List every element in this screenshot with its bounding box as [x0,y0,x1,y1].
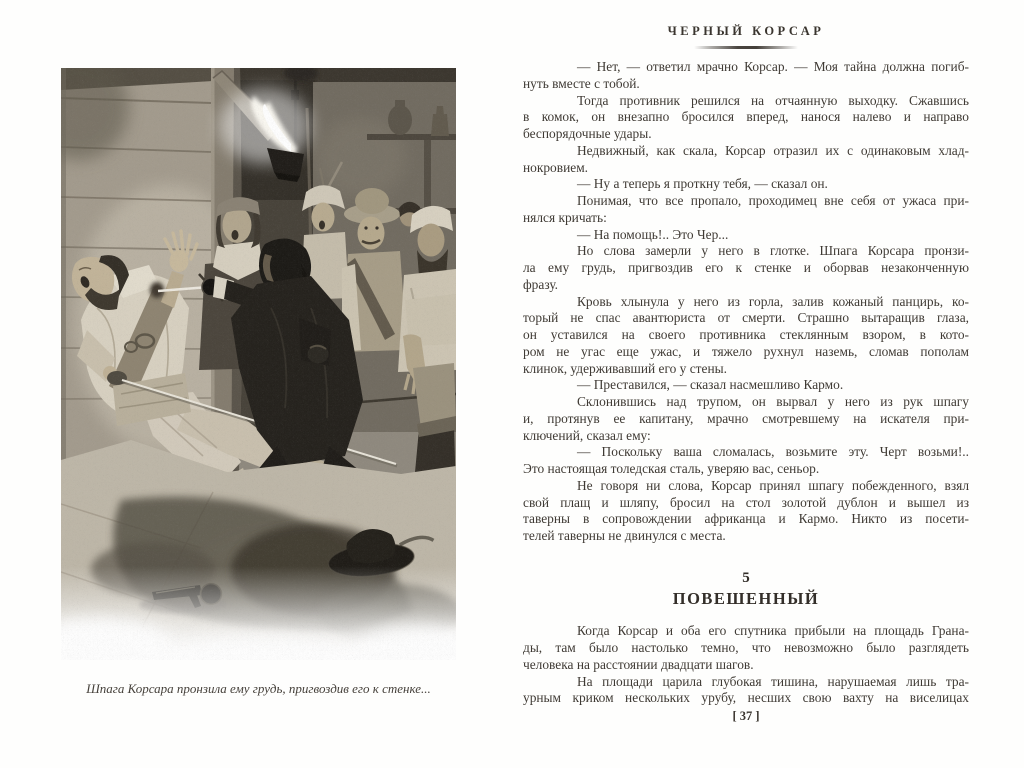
paragraph [523,394,969,444]
chapter-heading [523,570,969,608]
paragraph [523,294,969,378]
text-line: Кровь хлынула у него из горла, залив кожаный панцирь, ко- [577,293,969,309]
paragraph [523,674,969,708]
paragraph [523,59,969,93]
text-line: Не говоря ни слова, Корсар принял шпагу побежденного, взял [577,477,969,493]
text-line: Недвижный, как скала, Корсар отразил их с одинаковым хлад- [577,142,969,158]
text-line: нуть вместе с тобой. [523,75,640,91]
text-line: и, протянув ее капитану, мрачно смотревшему на искателя при- [523,410,969,426]
text-line: — На помощь!.. Это Чер... [577,226,729,242]
chapter-title: ПОВЕШЕННЫЙ [672,588,820,608]
chapter-number: 5 [742,569,750,586]
text-line: Тогда противник решился на отчаянную выходку. Сжавшись [577,92,969,108]
paragraph [523,193,969,227]
text-line: ром не угас еще ужас, и тяжело рухнул наземь, сломав пополам [523,343,969,359]
paragraph [523,176,969,193]
page-number: [ 37 ] [732,709,760,723]
text-line: — Ну а теперь я проткну тебя, — сказал он. [577,176,828,192]
text-line: — Преставился, — сказал насмешливо Кармо. [577,377,844,393]
paragraph [523,227,969,244]
text-line: фразу. [523,276,559,292]
text-line: урным криком нескольких урубу, несших свою вахту на виселицах [523,690,969,706]
text-line: Но слова замерли у него в глотке. Шпага Корсара пронзи- [577,243,969,259]
text-line: — Поскольку ваша сломалась, возьмите эту. Черт возьми!.. [577,444,969,460]
paragraph [523,93,969,143]
paragraph [523,143,969,177]
text-line: человека на расстоянии двадцати шагов. [523,656,754,672]
text-line: Склонившись над трупом, он вырвал у него из рук шпагу [577,394,969,409]
paragraph [523,243,969,293]
body-text [523,59,969,707]
text-line: Это настоящая толедская сталь, уверяю вас, сеньор. [523,461,820,476]
text-line: нокровием. [523,159,589,175]
text-line: ключений, сказал ему: [523,427,651,443]
text-line: ды, там было настолько темно, что невозможно было разглядеть [523,640,969,655]
text-line: таверны в сопровождении африканца и Кармо. Никто из посети- [523,511,969,527]
illustration-grain [61,68,456,660]
illustration-svg [61,68,456,660]
text-line: На площади царила глубокая тишина, нарушаемая лишь тра- [577,673,969,689]
running-head-rule [694,46,798,49]
text-line: свой плащ и шляпу, бросил на стол золотой дублон и вышел из [523,494,969,510]
text-line: беспорядочные удары. [523,126,652,141]
text-line: Понимая, что все пропало, проходимец вне себя от ужаса при- [577,193,969,208]
text-column [523,24,969,707]
text-line: в комок, он внезапно бросился вперед, нанося налево и направо [523,109,969,125]
text-line: Когда Корсар и оба его спутника прибыли на площадь Грана- [577,623,969,639]
paragraph [523,444,969,478]
paragraph [523,478,969,545]
illustration-caption: Шпага Корсара пронзила ему грудь, пригвоздив его к стенке... [86,681,431,696]
text-line: — Нет, — ответил мрачно Корсар. — Моя тайна должна погиб- [577,59,969,74]
paragraph [523,623,969,673]
running-head: ЧЕРНЫЙ КОРСАР [667,24,825,38]
illustration [61,68,456,660]
text-line: нялся кричать: [523,209,607,225]
text-line: телей таверны не двинулся с места. [523,528,726,543]
text-line: торый не спас авантюриста от смерти. Страшно вытаращив глаза, [523,310,969,326]
text-line: ла ему грудь, пригвоздив его к стенке и оборвав незаконченную [523,260,969,275]
paragraph [523,377,969,394]
text-line: он уставился на своего противника стеклянным взором, в кото- [523,327,969,342]
text-line: клинок, удерживавший его у стены. [523,360,727,376]
